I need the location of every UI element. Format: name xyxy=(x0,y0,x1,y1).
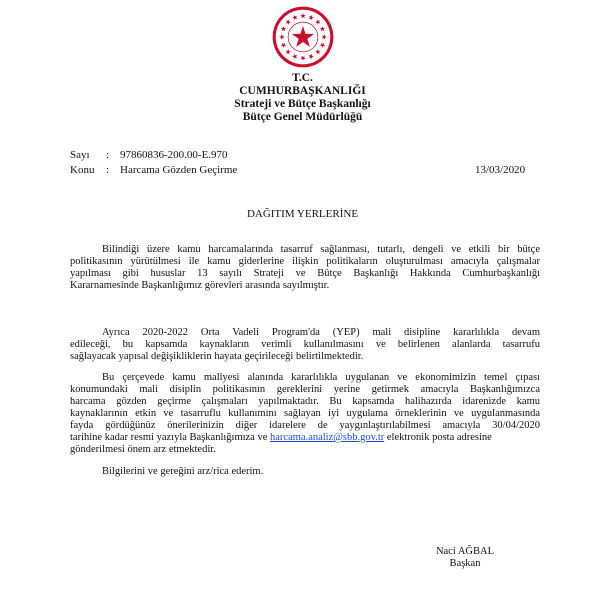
document-date: 13/03/2020 xyxy=(475,164,526,176)
signature-name: Naci AĞBAL xyxy=(435,546,495,557)
paragraph-line: politikasının yürütülmesi ile kamu giderlerine ilişkin politikaların oluşturulması amacıyla çalışmalar xyxy=(70,256,540,267)
paragraph-3 xyxy=(70,372,540,456)
header-department: Strateji ve Bütçe Başkanlığı xyxy=(234,98,371,110)
paragraph-2 xyxy=(70,327,540,363)
paragraph-line: Bilgilerini ve gereğini arz/rica ederim. xyxy=(102,466,264,477)
paragraph-line: Bilindiği üzere kamu harcamalarında tasarruf sağlanması, tutarlı, dengeli ve etkili bir bütçe xyxy=(102,244,540,255)
sayi-colon: : xyxy=(106,149,110,161)
paragraph-line: fayda gördüğünüz önerilerinizin diğer idarelere de yaygınlaştırılabilmesi amacıyla 30/04/2020 xyxy=(70,420,540,431)
paragraph-segment: tarihine kadar resmi yazıyla Başkanlığımıza ve xyxy=(70,432,268,443)
paragraph-line: Kararnamesinde Başkanlığımız görevleri arasında sayılmıştır. xyxy=(70,280,330,291)
paragraph-line: gönderilmesi önem arz etmektedir. xyxy=(70,444,216,455)
paragraph-line: konumundaki mali disiplin politikasının gereklerini yerine getirmek amacıyla Başkanlığımızca xyxy=(70,384,540,395)
paragraph-line: yapılması gibi hususlar 13 sayılı Strateji ve Bütçe Başkanlığı Hakkında Cumhurbaşkanlığı xyxy=(70,268,540,279)
konu-colon: : xyxy=(106,164,110,176)
sayi-label: Sayı xyxy=(70,149,90,161)
header-presidency: CUMHURBAŞKANLIĞI xyxy=(239,85,366,97)
paragraph-line: kaynaklarının etkin ve tasarruflu kullanımını sağlayan iyi uygulama örneklerinin ve uygulanmasında xyxy=(70,408,540,419)
presidential-seal-icon xyxy=(272,6,334,68)
email-link[interactable]: harcama.analiz@sbb.gov.tr xyxy=(270,432,385,443)
konu-label: Konu xyxy=(70,164,95,176)
paragraph-1 xyxy=(70,244,540,292)
paragraph-segment: elektronik posta adresine xyxy=(386,432,492,443)
paragraph-line: Bu çerçevede kamu maliyesi alanında kararlılıkla uygulanan ve ekonomimizin temel çıpası xyxy=(102,372,540,383)
paragraph-line xyxy=(70,432,540,444)
header-directorate: Bütçe Genel Müdürlüğü xyxy=(242,111,363,123)
signature-title: Başkan xyxy=(449,558,481,569)
paragraph-line: sağlayacak yapısal değişikliklerin hayata geçirileceği belirtilmektedir. xyxy=(70,351,364,362)
paragraph-4 xyxy=(70,466,540,478)
meta-konu xyxy=(70,164,237,177)
paragraph-line: harcama gözden geçirme çalışmaları yapılmaktadır. Bu kapsamda halihazırda idarenizde kamu xyxy=(70,396,540,407)
distribution-heading: DAĞITIM YERLERİNE xyxy=(246,208,359,220)
konu-value: Harcama Gözden Geçirme xyxy=(120,164,238,176)
sayi-value: 97860836-200.00-E.970 xyxy=(120,149,228,161)
paragraph-line: edileceği, bu kapsamda kaynakların verimli kullanılmasını ve belirlenen alanlarda tasarrufu xyxy=(70,339,540,350)
meta-sayi xyxy=(70,149,228,162)
paragraph-line: Ayrıca 2020-2022 Orta Vadeli Program'da (YEP) mali disipline kararlılıkla devam xyxy=(102,327,540,338)
header-tc: T.C. xyxy=(292,72,313,84)
